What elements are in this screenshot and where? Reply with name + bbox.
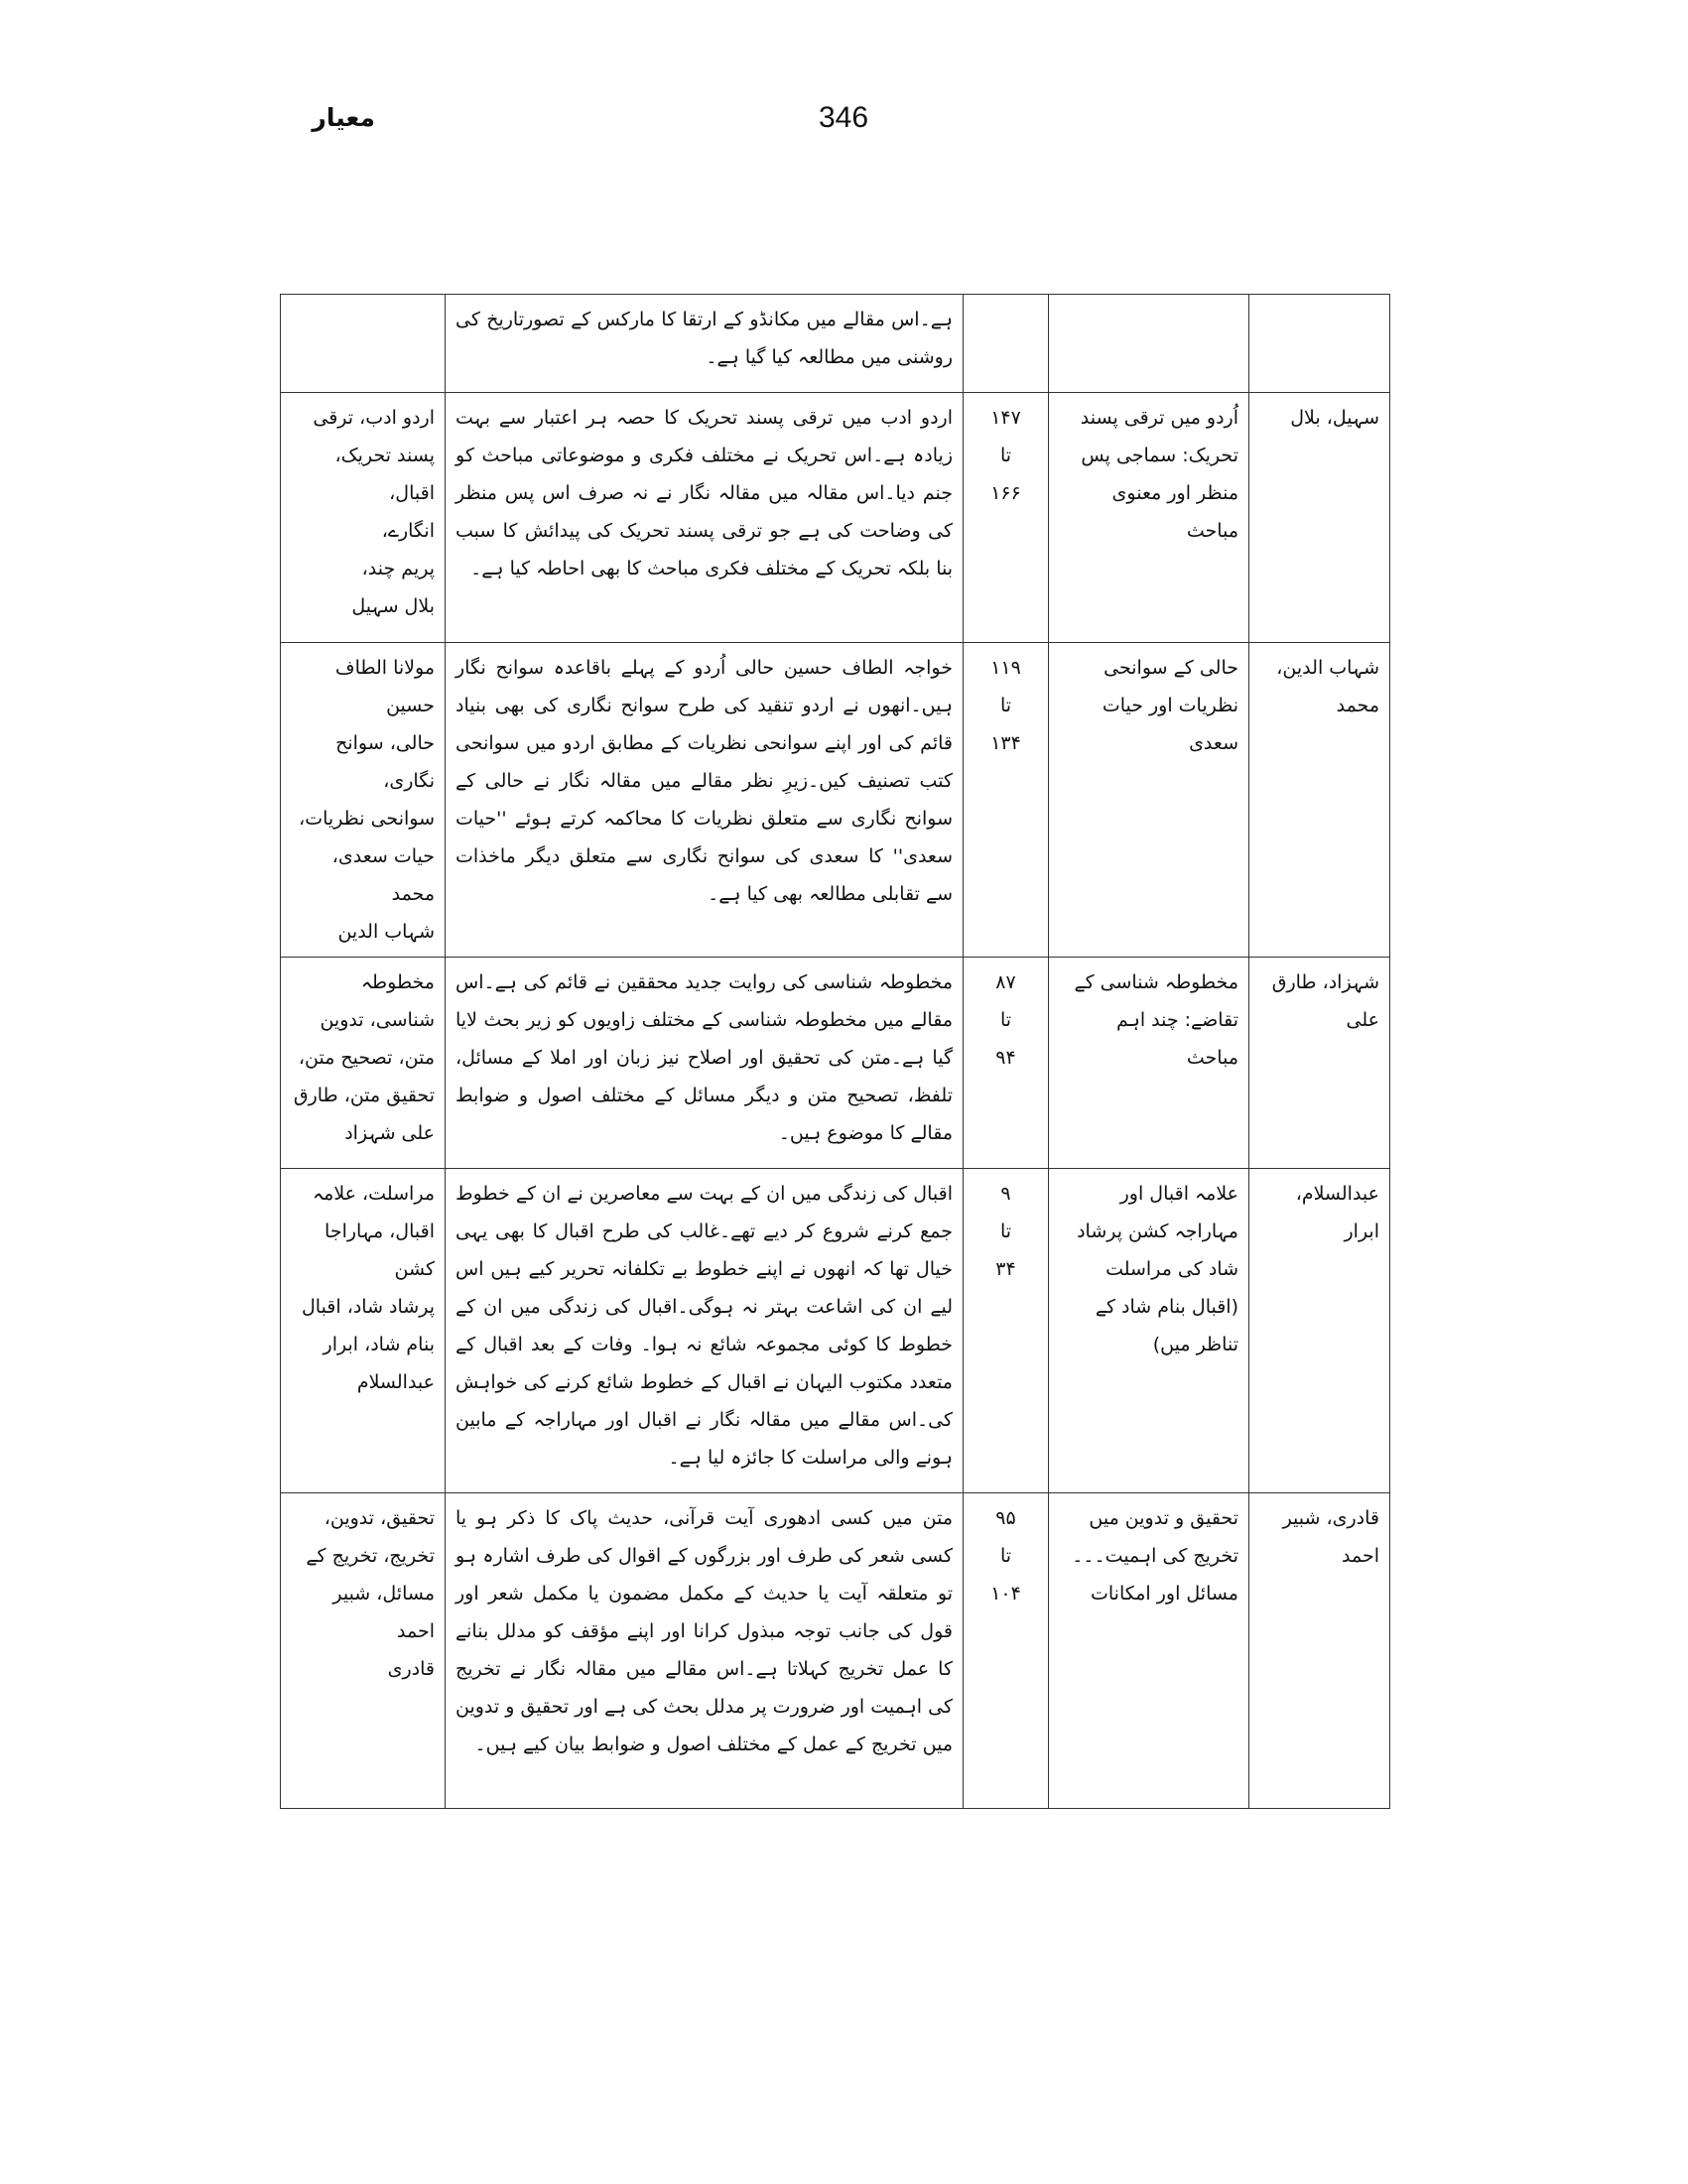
title-cell: مخطوطہ شناسی کے تقاضے: چند اہم مباحث <box>1049 958 1249 1169</box>
keywords-cell: مراسلت، علامہ اقبال، مہاراجا کشن پرشاد شاد، اقبال بنام شاد، ابرار عبدالسلام <box>281 1169 446 1493</box>
author-cell: شہاب الدین، محمد <box>1249 643 1390 958</box>
table-row <box>281 393 1390 643</box>
pages-cell: ۱۴۷ تا ۱۶۶ <box>964 393 1049 643</box>
abstract-cell: خواجہ الطاف حسین حالی اُردو کے پہلے باقاعدہ سوانح نگار ہیں۔انھوں نے اردو تنقید کی طرح سوانح نگاری کی بھی بنیاد قائم کی اور اپنے سوانحی نظریات کے مطابق اردو میں سوانحی کتب تصنیف کیں۔زیرِ نظر مقالے میں مقالہ نگار نے حالی کے سوانح نگاری سے متعلق نظریات کا محاکمہ کرتے ہوئے ''حیات سعدی'' کا سعدی کی سوانح نگاری سے متعلق دیگر ماخذات سے تقابلی مطالعہ بھی کیا ہے۔ <box>446 643 964 958</box>
article-index-table <box>280 294 1390 1809</box>
author-cell: عبدالسلام، ابرار <box>1249 1169 1390 1493</box>
author-cell <box>1249 295 1390 393</box>
table-row <box>281 295 1390 393</box>
author-cell: شہزاد، طارق علی <box>1249 958 1390 1169</box>
pages-cell: ۹۵ تا ۱۰۴ <box>964 1493 1049 1809</box>
table-row <box>281 1169 1390 1493</box>
title-cell: اُردو میں ترقی پسند تحریک: سماجی پس منظر اور معنوی مباحث <box>1049 393 1249 643</box>
title-cell <box>1049 295 1249 393</box>
table-row <box>281 1493 1390 1809</box>
page-number: 346 <box>818 101 869 134</box>
title-cell: تحقیق و تدوین میں تخریج کی اہمیت۔۔۔مسائل اور امکانات <box>1049 1493 1249 1809</box>
abstract-cell: ہے۔اس مقالے میں مکانڈو کے ارتقا کا مارکس کے تصورتاریخ کی روشنی میں مطالعہ کیا گیا ہے۔ <box>446 295 964 393</box>
table-row <box>281 958 1390 1169</box>
pages-cell: ۱۱۹ تا ۱۳۴ <box>964 643 1049 958</box>
keywords-cell <box>281 295 446 393</box>
abstract-cell: مخطوطہ شناسی کی روایت جدید محققین نے قائم کی ہے۔اس مقالے میں مخطوطہ شناسی کے مختلف زاویوں کو زیر بحث لایا گیا ہے۔متن کی تحقیق اور اصلاح نیز زبان اور املا کے مسائل، تلفظ، تصحیح متن و دیگر مسائل کے مختلف اصول و ضوابط مقالے کا موضوع ہیں۔ <box>446 958 964 1169</box>
keywords-cell: مولانا الطاف حسین حالی، سوانح نگاری، سوانحی نظریات، حیات سعدی، محمد شہاب الدین <box>281 643 446 958</box>
keywords-cell: تحقیق، تدوین، تخریج، تخریج کے مسائل، شبیر احمد قادری <box>281 1493 446 1809</box>
abstract-cell: اردو ادب میں ترقی پسند تحریک کا حصہ ہر اعتبار سے بہت زیادہ ہے۔اس تحریک نے مختلف فکری و موضوعاتی مباحث کو جنم دیا۔اس مقالہ میں مقالہ نگار نے نہ صرف اس پس منظر کی وضاحت کی ہے جو ترقی پسند تحریک کی پیدائش کا سبب بنا بلکہ تحریک کے مختلف فکری مباحث کا بھی احاطہ کیا ہے۔ <box>446 393 964 643</box>
title-cell: حالی کے سوانحی نظریات اور حیات سعدی <box>1049 643 1249 958</box>
pages-cell: ۸۷ تا ۹۴ <box>964 958 1049 1169</box>
title-cell: علامہ اقبال اور مہاراجہ کشن پرشاد شاد کی مراسلت (اقبال بنام شاد کے تناظر میں) <box>1049 1169 1249 1493</box>
pages-cell <box>964 295 1049 393</box>
keywords-cell: اردو ادب، ترقی پسند تحریک، اقبال، انگارے، پریم چند، بلال سہیل <box>281 393 446 643</box>
table-row <box>281 643 1390 958</box>
author-cell: قادری، شبیر احمد <box>1249 1493 1390 1809</box>
author-cell: سہیل، بلال <box>1249 393 1390 643</box>
abstract-cell: متن میں کسی ادھوری آیت قرآنی، حدیث پاک کا ذکر ہو یا کسی شعر کی طرف اور بزرگوں کے اقوال کی طرف اشارہ ہو تو متعلقہ آیت یا حدیث کے مکمل مضمون یا مکمل شعر اور قول کی جانب توجہ مبذول کرانا اور اپنے مؤقف کو مدلل بنانے کا عمل تخریج کہلاتا ہے۔اس مقالے میں مقالہ نگار نے تخریج کی اہمیت اور ضرورت پر مدلل بحث کی ہے اور تحقیق و تدوین میں تخریج کے عمل کے مختلف اصول و ضوابط بیان کیے ہیں۔ <box>446 1493 964 1809</box>
abstract-cell: اقبال کی زندگی میں ان کے بہت سے معاصرین نے ان کے خطوط جمع کرنے شروع کر دیے تھے۔غالب کی طرح اقبال کا بھی یہی خیال تھا کہ انھوں نے اپنے خطوط بے تکلفانہ تحریر کیے ہیں اس لیے ان کی اشاعت بہتر نہ ہوگی۔اقبال کی زندگی میں ان کے خطوط کا کوئی مجموعہ شائع نہ ہوا۔ وفات کے بعد اقبال کے متعدد مکتوب الیہان نے اقبال کے خطوط شائع کرنے کی خواہش کی۔اس مقالے میں مقالہ نگار نے اقبال اور مہاراجہ کے مابین ہونے والی مراسلت کا جائزہ لیا ہے۔ <box>446 1169 964 1493</box>
journal-name: معیار <box>312 103 375 132</box>
pages-cell: ۹ تا ۳۴ <box>964 1169 1049 1493</box>
keywords-cell: مخطوطہ شناسی، تدوین متن، تصحیح متن، تحقیق متن، طارق علی شہزاد <box>281 958 446 1169</box>
